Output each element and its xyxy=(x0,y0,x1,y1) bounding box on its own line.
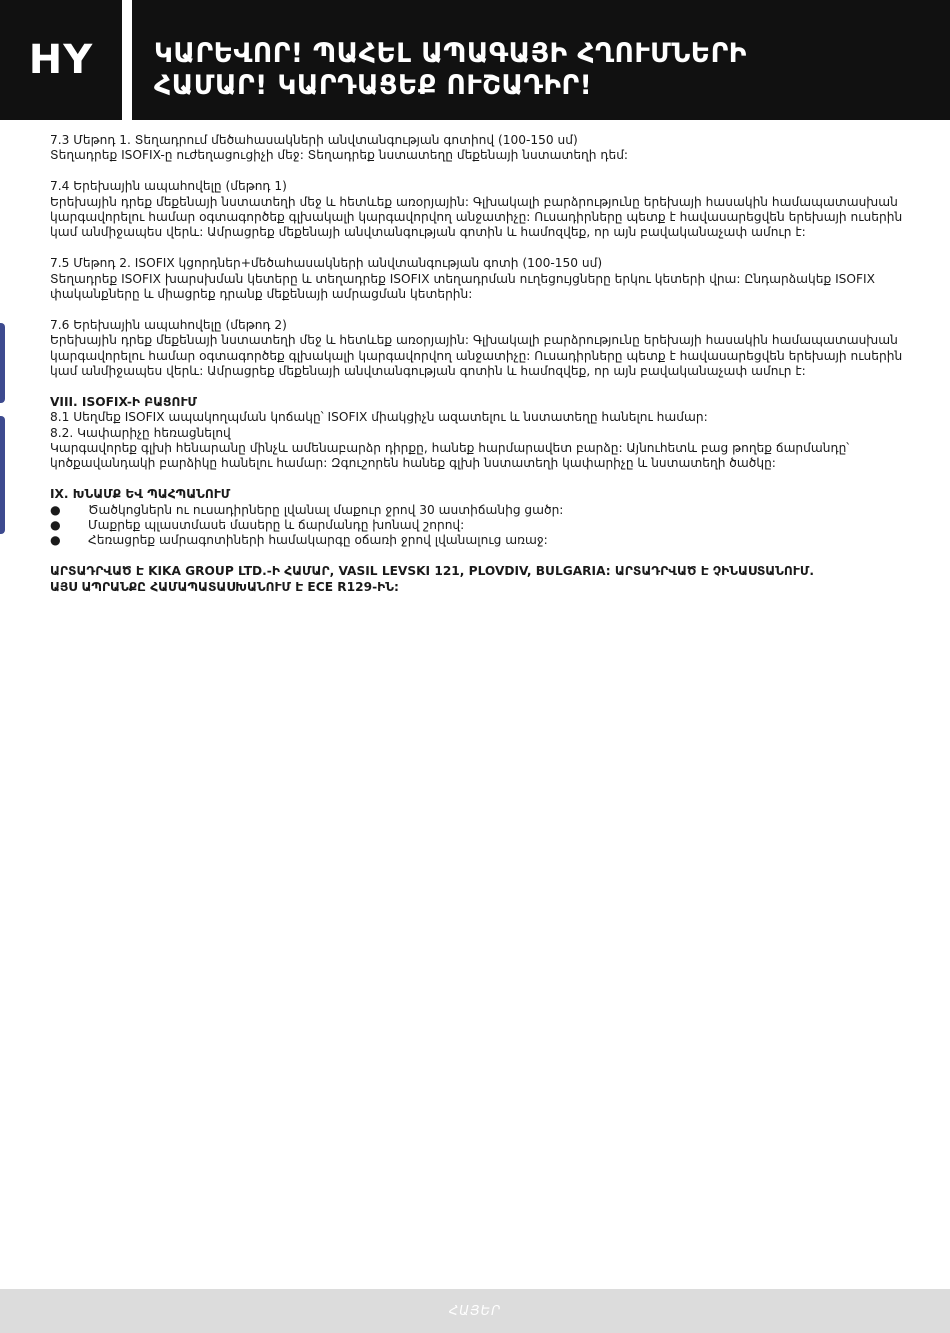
page-footer xyxy=(0,1289,950,1333)
warning-title-line-2: ՀԱՄԱՐ! ԿԱՐԴԱՑԵՔ ՈՒՇԱԴԻՐ! xyxy=(154,70,593,101)
paragraph-line: 7.4 Երեխային ապահովելը (մեթոդ 1) xyxy=(50,179,287,194)
manufacturer-line: ԱՐՏԱԴՐՎԱԾ Է KIKA GROUP LTD.-Ի ՀԱՄԱՐ, VASIL LEVSKI 121, PLOVDIV, BULGARIA: ԱՐՏԱԴՐՎԱԾ Է ՉԻՆԱՍՏԱՆՈՒՄ. xyxy=(50,564,814,579)
paragraph-line: կոծքավանդակի բարձիկը հանելու համար: Զգուշորեն հանեք գլխի նստատեղի կափարիչը և նստատեղի ծածկը: xyxy=(50,456,776,471)
language-code: HY xyxy=(28,37,94,83)
section-7-4 xyxy=(50,179,910,241)
side-index-tab xyxy=(0,323,5,403)
paragraph-line: Երեխային դրեք մեքենայի նստատեղի մեջ և հետևեք առօրյային: Գլխակալի բարձրությունը երեխայի հասակին համապատասխան xyxy=(50,194,898,209)
paragraph-line: Տեղադրեք ISOFIX խարսխման կետերը և տեղադրեք ISOFIX տեղադրման ուղեցույցները երկու կետերի վրա: Ընդարձակեք ISOFIX xyxy=(50,271,875,286)
warning-title-box xyxy=(132,0,950,120)
paragraph-line: կարգավորելու համար օգտագործեք գլխակալի կարգավորվող անջատիչը: Ուսադիրները պետք է հավասարեցվեն երեխայի ուսերին xyxy=(50,348,903,363)
compliance-line: ԱՅՍ ԱՊՐԱՆՔԸ ՀԱՄԱՊԱՏԱՍԽԱՆՈՒՄ Է ECE R129-ԻՆ: xyxy=(50,579,399,594)
section-heading: VIII. ISOFIX-Ի ԲԱՑՈՒՄ xyxy=(50,394,197,409)
list-item-text: Ծածկոցներն ու ուսադիրները լվանալ մաքուր ջրով 30 աստիճանից ցածր: xyxy=(88,502,564,517)
section-7-6 xyxy=(50,318,910,380)
section-7-3 xyxy=(50,133,910,164)
side-index-tab xyxy=(0,416,5,534)
care-bullet-list xyxy=(50,503,910,549)
bullet-icon: ● xyxy=(50,502,61,517)
paragraph-line: Երեխային դրեք մեքենայի նստատեղի մեջ և հետևեք առօրյային: Գլխակալի բարձրությունը երեխայի հասակին համապատասխան xyxy=(50,333,898,348)
section-heading: IX. ԽՆԱՄՔ ԵՎ ՊԱՀՊԱՆՈՒՄ xyxy=(50,487,231,502)
paragraph-line: Կարգավորեք գլխի հենարանը մինչև ամենաբարձր դիրքը, հանեք հարմարավետ բարձը: Այնուհետև բաց թողեք ճարմանդը՝ xyxy=(50,441,850,456)
paragraph-line: Տեղադրեք ISOFIX-ը ուժեղացուցիչի մեջ: Տեղադրեք նստատեղը մեքենայի նստատեղի դեմ: xyxy=(50,148,629,163)
section-9-care xyxy=(50,487,910,549)
warning-title-line-1: ԿԱՐԵՎՈՐ! ՊԱՀԵԼ ԱՊԱԳԱՅԻ ՀՂՈՒՄՆԵՐԻ xyxy=(154,38,747,69)
section-7-5 xyxy=(50,256,910,302)
paragraph-line: կամ անմիջապես վերև: Ամրացրեք մեքենայի անվտանգության գոտին և համոզվեք, որ այն բավականաչափ ամուր է: xyxy=(50,364,806,379)
paragraph-line: 7.5 Մեթոդ 2. ISOFIX կցորդներ+մեծահասակների անվտանգության գոտի (100-150 սմ) xyxy=(50,256,603,271)
paragraph-line: 8.1 Սեղմեք ISOFIX ապակողպման կոճակը՝ ISOFIX միակցիչն ազատելու և նստատեղը հանելու համար: xyxy=(50,410,708,425)
list-item-text: Մաքրեք պլաստմասե մասերը և ճարմանդը խոնավ շորով: xyxy=(88,518,465,533)
bullet-icon: ● xyxy=(50,533,61,548)
list-item xyxy=(50,503,910,518)
list-item xyxy=(50,518,910,533)
section-8-isofix-release xyxy=(50,395,910,472)
paragraph-line: կարգավորելու համար օգտագործեք գլխակալի կարգավորվող անջատիչը: Ուսադիրները պետք է հավասարեցվեն երեխայի ուսերին xyxy=(50,210,903,225)
paragraph-line: փականքները և միացրեք դրանք մեքենայի ամրացման կետերին: xyxy=(50,287,473,302)
list-item-text: Հեռացրեք ամրագոտիների համակարգը օճառի ջրով լվանալուց առաջ: xyxy=(88,533,548,548)
paragraph-line: 8.2. Կափարիչը հեռացնելով xyxy=(50,425,231,440)
language-code-badge xyxy=(0,0,122,120)
page-header xyxy=(0,0,950,120)
footer-language-label: ՀԱՅԵՐ xyxy=(448,1303,502,1319)
instructions-body xyxy=(50,133,910,595)
paragraph-line: կամ անմիջապես վերև: Ամրացրեք մեքենայի անվտանգության գոտին և համոզվեք, որ այն բավականաչափ ամուր է: xyxy=(50,225,806,240)
paragraph-line: 7.6 Երեխային ապահովելը (մեթոդ 2) xyxy=(50,317,287,332)
paragraph-line: 7.3 Մեթոդ 1. Տեղադրում մեծահասակների անվտանգության գոտիով (100-150 սմ) xyxy=(50,133,578,147)
list-item xyxy=(50,533,910,548)
manufacturer-note xyxy=(50,564,910,595)
bullet-icon: ● xyxy=(50,518,61,533)
